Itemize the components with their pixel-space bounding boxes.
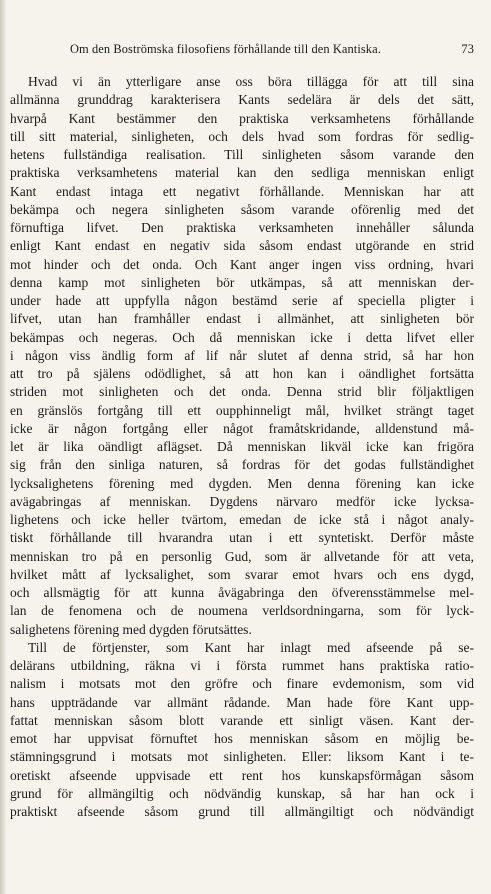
text-line: mot hinder och det onda. Och Kant anger ingen viss ordning, hvari xyxy=(10,256,474,272)
text-line: fattat menniskan såsom blott varande ett sinligt väsen. Kant der- xyxy=(10,712,474,728)
text-line: bekämpas och negeras. Och då menniskan icke i detta lifvet eller xyxy=(10,329,474,345)
text-line: hvilket mått af lycksalighet, som svarar emot hvars och ens dygd, xyxy=(10,566,474,582)
text-line: hans uppträdande var allmänt rådande. Man hade före Kant upp- xyxy=(10,694,474,710)
text-line: under hade att uppfylla någon bestämd serie af speciella pligter i xyxy=(10,293,474,308)
text-line: tiskt förhållande till hvarandra utan i ett syntetiskt. Derför måste xyxy=(10,530,474,546)
text-line: oretiskt afseende uppvisade ett rent hos kunskapsförmågan såsom xyxy=(10,767,474,783)
text-line: menniskan tro på en personlig Gud, som är allvetande för att veta, xyxy=(10,548,474,564)
text-line: till sitt material, sinligheten, och dels hvad som fordras för sedlig- xyxy=(10,128,474,144)
text-line: Kant endast intaga ett negativt förhållande. Menniskan har att xyxy=(10,183,474,199)
text-line: lifvet, utan han framhåller endast i allmänhet, att sinligheten bör xyxy=(10,311,474,327)
page-number: 73 xyxy=(461,42,474,56)
text-line: allmänna grunddrag karakterisera Kants sedelära är dels det sätt, xyxy=(10,92,474,108)
text-line: i någon viss ändlig form af lif når slutet af denna strid, så har hon xyxy=(10,347,474,363)
text-line: striden mot sinligheten och det onda. Denna strid blir följaktligen xyxy=(10,384,474,400)
text-line: lan de fenomena och de noumena verldsordningarna, som för lyck- xyxy=(10,603,474,619)
text-line: stämningsgrund i motsats mot sinligheten. Eller: liksom Kant i te- xyxy=(10,749,474,765)
body-text xyxy=(10,73,474,821)
page-edge-shadow xyxy=(0,0,7,894)
text-line: let är lika oändligt aflägset. Då menniskan likväl icke kan frigöra xyxy=(10,439,474,454)
text-line: salighetens förening med dygden förutsättes. xyxy=(10,621,252,637)
text-line: hvarpå Kant bestämmer den praktiska verksamhetens förhållande xyxy=(10,110,474,126)
text-line: förnuftiga lifvet. Den praktiska verksamheten innehåller sålunda xyxy=(10,220,474,235)
text-line: Till de förtjenster, som Kant har inlagt med afseende på se- xyxy=(28,639,474,655)
text-line: lycksalighetens förening med dygden. Men denna förening kan icke xyxy=(10,475,474,491)
text-line: icke är någon fortgång eller något framåtskridande, alldenstund må- xyxy=(10,420,474,436)
text-line: emot har uppvisat förnuftet hos menniskan såsom en möjlig be- xyxy=(10,731,474,746)
text-line: praktiska verksamhetens material kan den sedliga menniskan enligt xyxy=(10,165,474,181)
text-line: delärans utbildning, räkna vi i första rummet hans praktiska ratio- xyxy=(10,658,474,673)
text-line: denna kamp mot sinligheten bör utkämpas, så att menniskan der- xyxy=(10,274,474,290)
text-line: Hvad vi än ytterligare anse oss böra tillägga för att till sina xyxy=(28,74,474,89)
text-line: sig från den sinliga naturen, så fordras för det godas fullständighet xyxy=(10,457,474,473)
text-line: en gränslös fortgång till ett oupphinneligt mål, hvilket strängt taget xyxy=(10,402,474,418)
text-line: grund för allmängiltig och nödvändig kunskap, så har han ock i xyxy=(10,785,474,801)
text-line: och allsmägtig för att kunna åvägabringa den öfverensstämmelse mel- xyxy=(10,585,474,600)
text-line: lighetens och icke heller tvärtom, emedan de icke stå i något analy- xyxy=(10,512,474,527)
text-line: hetens fullständiga realisation. Till sinligheten såsom varande den xyxy=(10,147,474,162)
text-line: nalism i motsats mot den gröfre och finare evdemonism, som vid xyxy=(10,676,474,692)
text-line: enligt Kant endast en negativ sida såsom endast utgörande en strid xyxy=(10,238,474,254)
running-head xyxy=(38,42,474,60)
text-line: avägabringas af menniskan. Dygdens närvaro medför icke lycksa- xyxy=(10,493,474,509)
text-line: att tro på själens odödlighet, så att hon kan i oändlighet fortsätta xyxy=(10,366,474,381)
running-title: Om den Boströmska filosofiens förhållande till den Kantiska. xyxy=(70,42,381,56)
text-line: bekämpa och negera sinligheten såsom varande oförenlig med det xyxy=(10,201,474,217)
text-line: praktiskt afseende såsom grund till allmängiltigt och nödvändigt xyxy=(10,804,474,819)
